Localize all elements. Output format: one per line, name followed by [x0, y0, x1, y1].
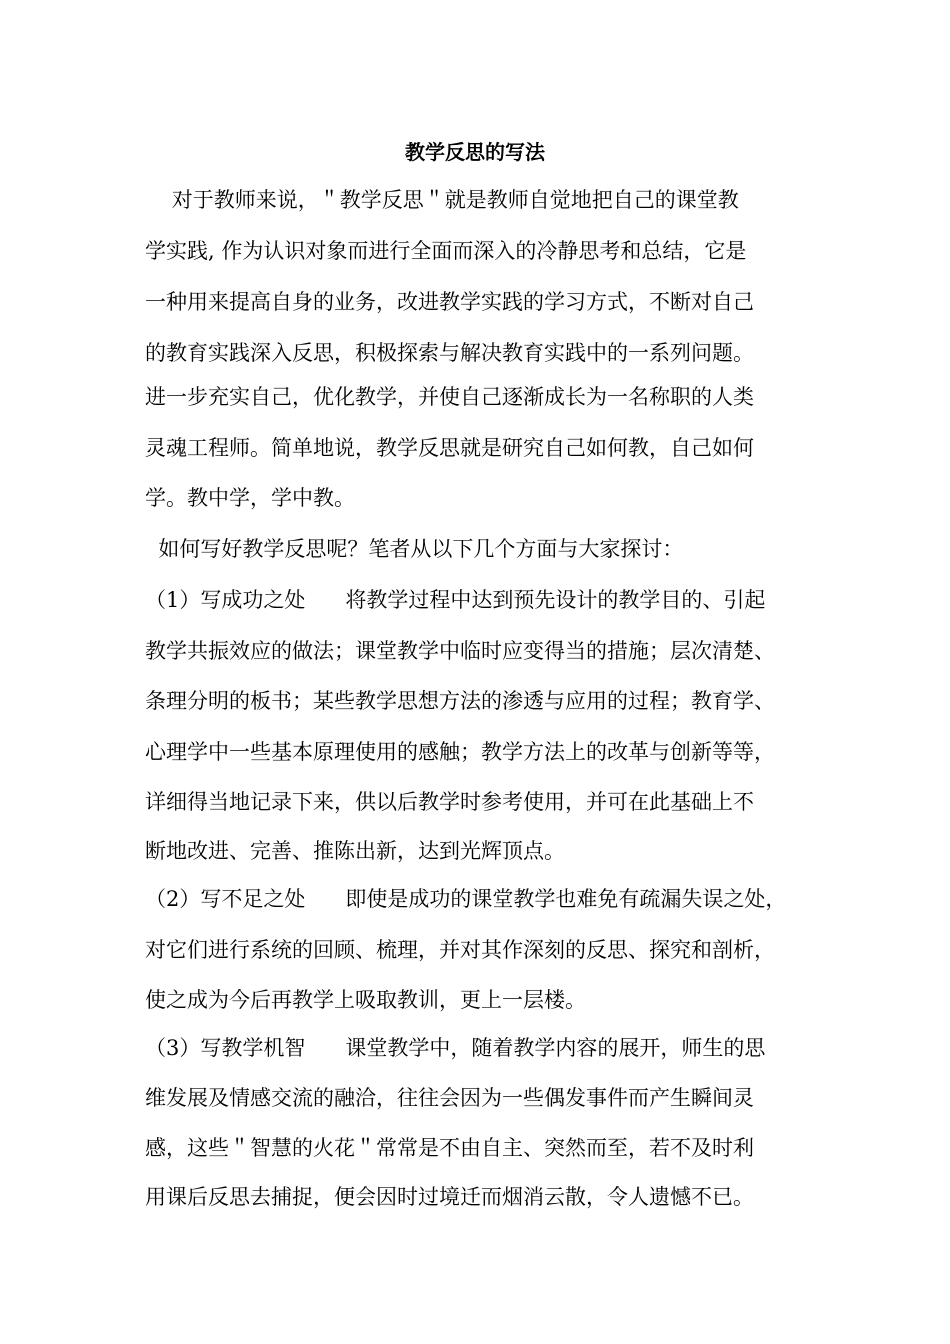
section-3-first-line	[145, 1033, 765, 1063]
section-1-line: 条理分明的板书；某些教学思想方法的渗透与应用的过程；教育学、	[145, 689, 775, 713]
intro-line: 灵魂工程师。简单地说，教学反思就是研究自己如何教，自己如何	[145, 436, 754, 460]
question-line: 如何写好教学反思呢？笔者从以下几个方面与大家探讨：	[145, 537, 684, 561]
section-3-line: 维发展及情感交流的融洽，往往会因为一些偶发事件而产生瞬间灵	[145, 1086, 754, 1110]
section-2-first-line	[145, 884, 786, 914]
intro-line: 进一步充实自己，优化教学，并使自己逐渐成长为一名称职的人类	[145, 385, 754, 409]
section-1-line: 教学共振效应的做法；课堂教学中临时应变得当的措施；层次清楚、	[145, 639, 775, 663]
section-1-line: 心理学中一些基本原理使用的感触；教学方法上的改革与创新等等，	[145, 740, 775, 764]
section-2-line: 对它们进行系统的回顾、梳理，并对其作深刻的反思、探究和剖析，	[145, 938, 775, 962]
intro-line: 对于教师来说，＂教学反思＂就是教师自觉地把自己的课堂教	[145, 188, 739, 212]
intro-line: 一种用来提高自身的业务，改进教学实践的学习方式，不断对自己	[145, 290, 754, 314]
section-3-text: 课堂教学中，随着教学内容的展开，师生的思	[345, 1036, 766, 1060]
section-3-line: 用课后反思去捕捉，便会因时过境迁而烟消云散，令人遗憾不已。	[145, 1185, 754, 1209]
intro-line: 学实践, 作为认识对象而进行全面而深入的冷静思考和总结，它是	[145, 239, 747, 263]
section-3-heading: （3）写教学机智	[145, 1036, 306, 1060]
section-2-text: 即使是成功的课堂教学也难免有疏漏失误之处，	[345, 887, 787, 911]
intro-line: 的教育实践深入反思，积极探索与解决教育实践中的一系列问题。	[145, 341, 754, 365]
intro-line: 学。教中学，学中教。	[145, 486, 355, 510]
section-1-first-line	[145, 585, 765, 615]
section-1-heading: （1）写成功之处	[145, 588, 306, 612]
section-1-text: 将教学过程中达到预先设计的教学目的、引起	[345, 588, 766, 612]
section-2-line: 使之成为今后再教学上吸取教训，更上一层楼。	[145, 988, 586, 1012]
section-2-heading: （2）写不足之处	[145, 887, 306, 911]
document-title: 教学反思的写法	[405, 140, 545, 164]
section-1-line: 详细得当地记录下来，供以后教学时参考使用，并可在此基础上不	[145, 790, 754, 814]
section-1-line: 断地改进、完善、推陈出新，达到光辉顶点。	[145, 839, 565, 863]
section-3-line: 感，这些＂智慧的火花＂常常是不由自主、突然而至，若不及时利	[145, 1136, 754, 1160]
